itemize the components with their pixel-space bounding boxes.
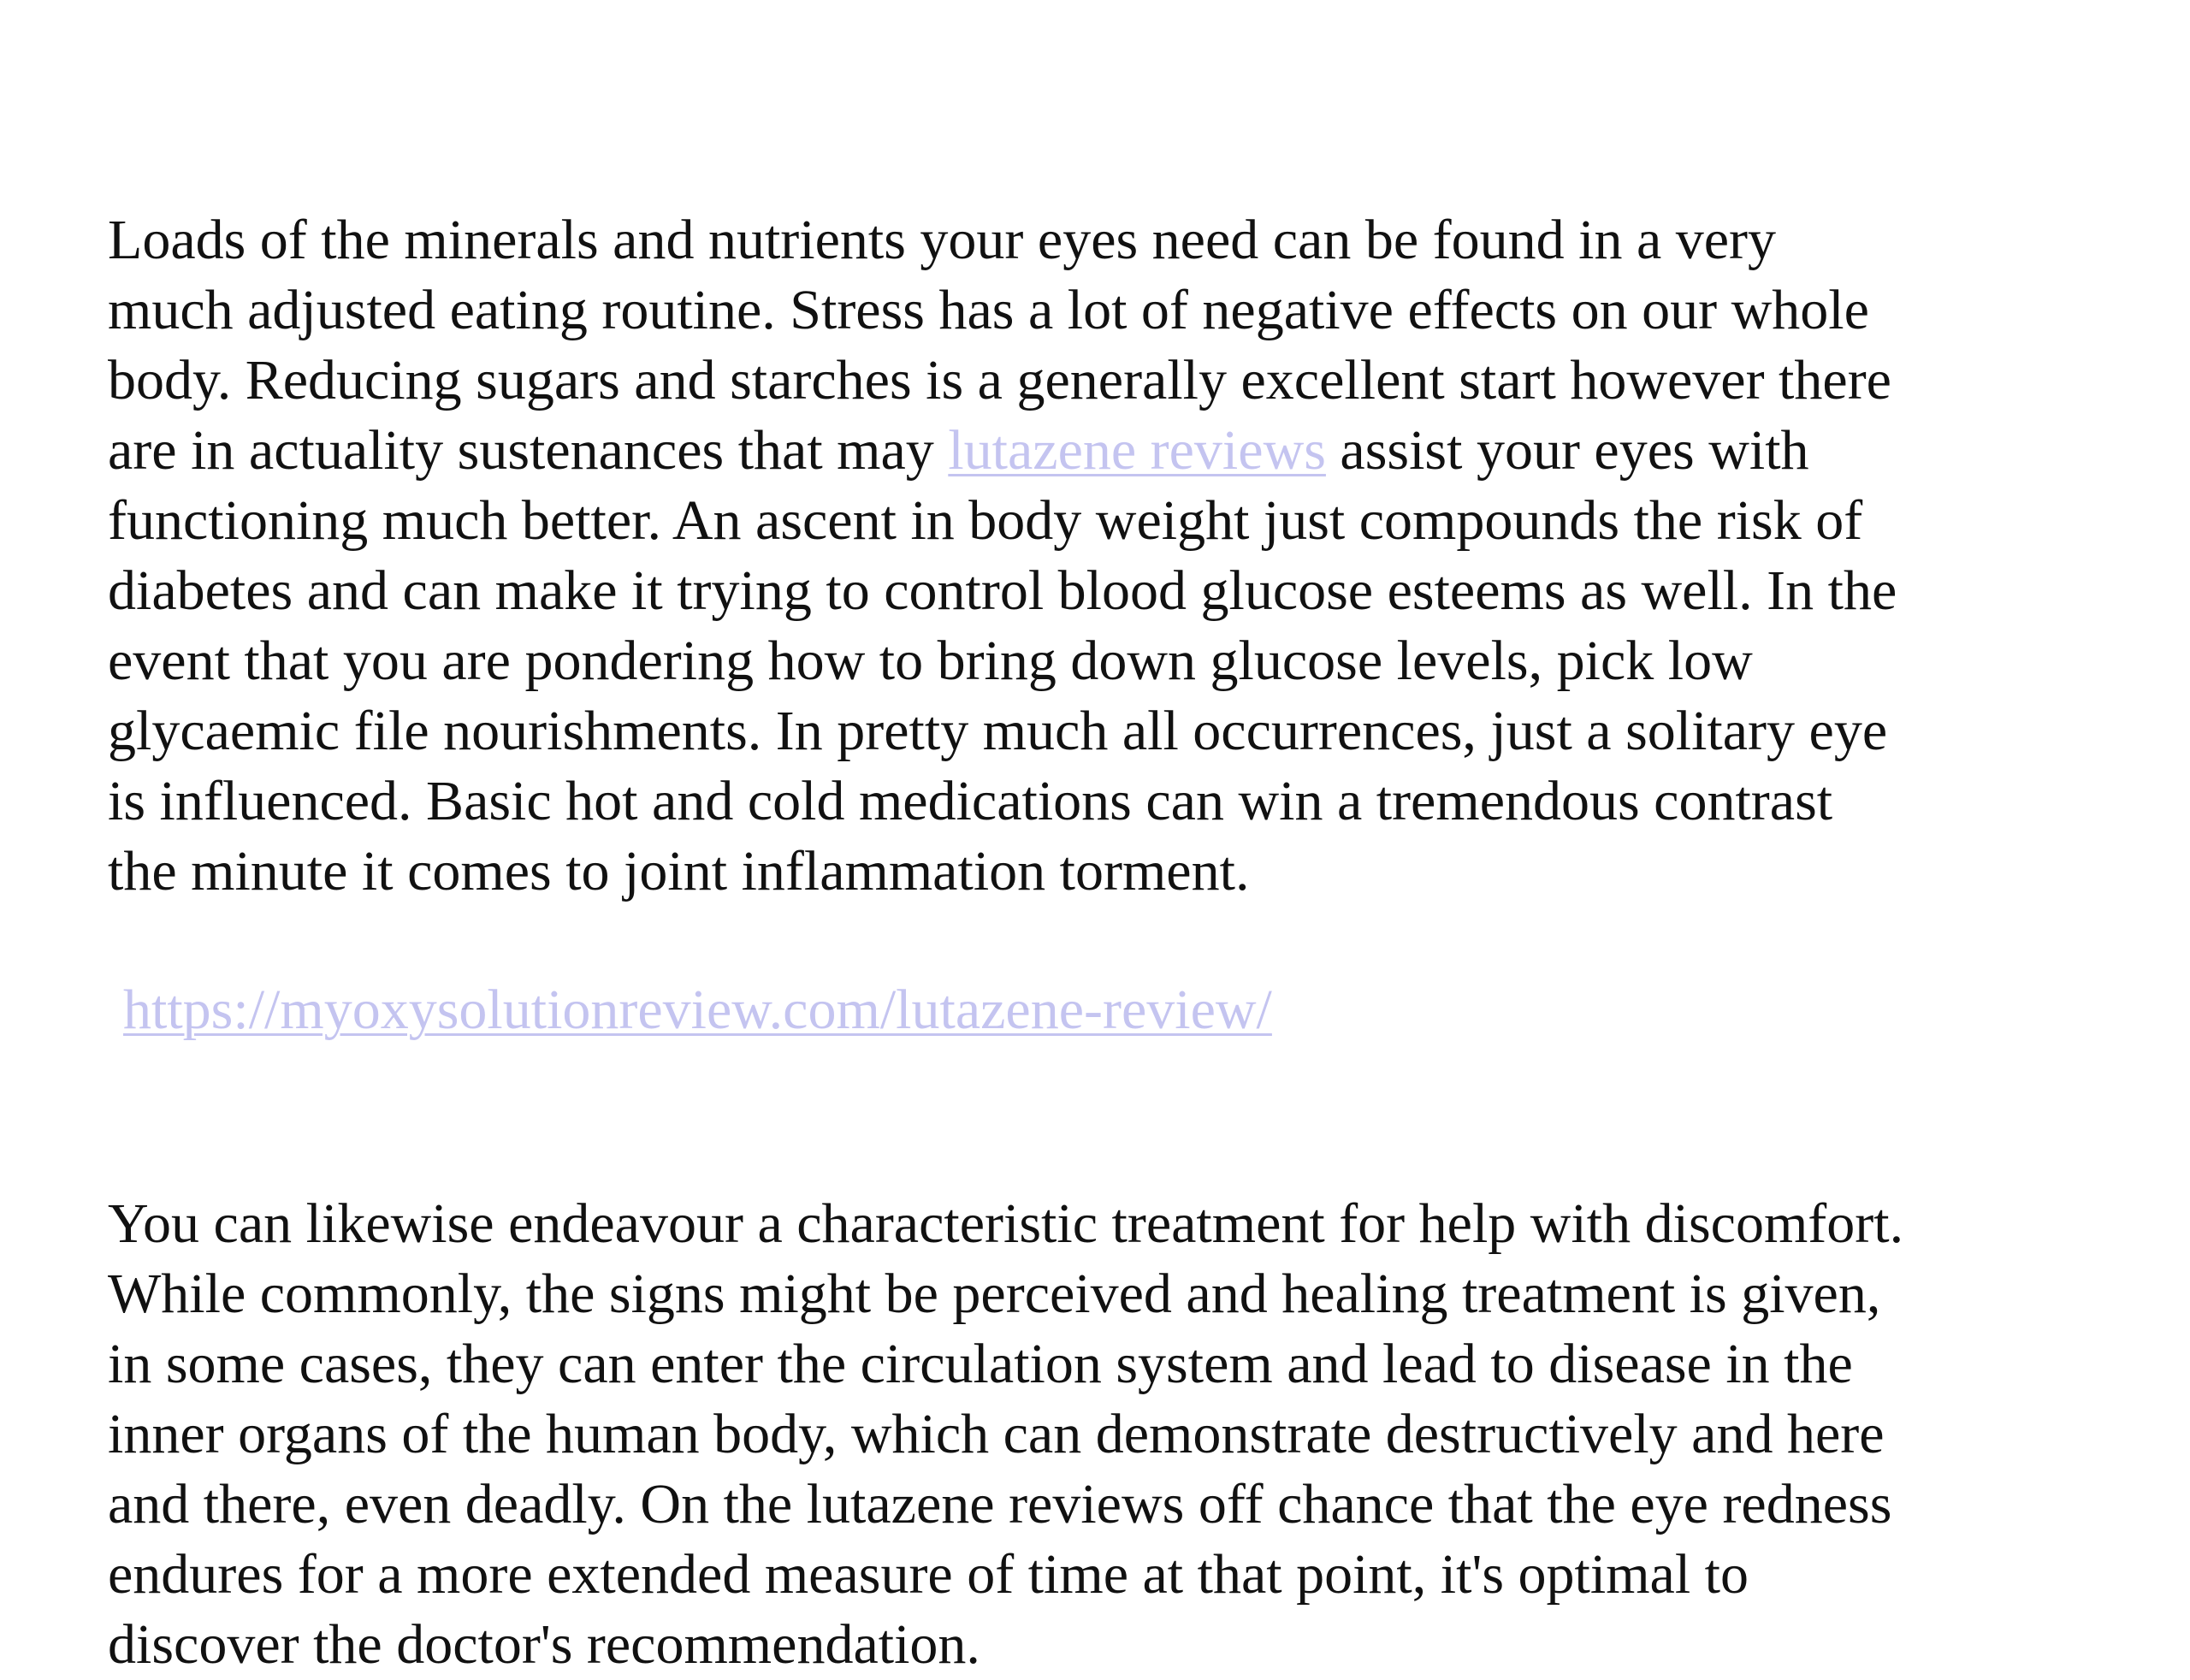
paragraph-natural-treatment xyxy=(108,1189,2075,1680)
text-line-with-link xyxy=(108,416,2075,486)
text-line: discover the doctor's recommendation. xyxy=(108,1613,980,1676)
text-line: endures for a more extended measure of time at that point, it's optimal to xyxy=(108,1543,1749,1606)
text-segment: are in actuality sustenances that may xyxy=(108,419,934,482)
text-line: While commonly, the signs might be perceived and healing treatment is given, xyxy=(108,1263,1881,1325)
text-segment: assist your eyes with xyxy=(1340,419,1809,482)
text-line: in some cases, they can enter the circulation system and lead to disease in the xyxy=(108,1333,1853,1395)
text-line: is influenced. Basic hot and cold medications can win a tremendous contrast xyxy=(108,770,1833,832)
review-url-line xyxy=(123,975,1272,1045)
text-line: functioning much better. An ascent in body weight just compounds the risk of xyxy=(108,489,1863,552)
text-line: You can likewise endeavour a characteristic treatment for help with discomfort. xyxy=(108,1192,1904,1255)
text-line: glycaemic file nourishments. In pretty much all occurrences, just a solitary eye xyxy=(108,700,1888,762)
text-line: inner organs of the human body, which can demonstrate destructively and here xyxy=(108,1403,1885,1465)
text-line: much adjusted eating routine. Stress has a lot of negative effects on our whole xyxy=(108,279,1869,341)
paragraph-eye-nutrition xyxy=(108,205,2075,907)
text-line: diabetes and can make it trying to control blood glucose esteems as well. In the xyxy=(108,559,1897,622)
review-url-link[interactable]: https://myoxysolutionreview.com/lutazene-review/ xyxy=(123,979,1272,1041)
text-line: Loads of the minerals and nutrients your eyes need can be found in a very xyxy=(108,209,1777,271)
text-line: and there, even deadly. On the lutazene reviews off chance that the eye redness xyxy=(108,1473,1892,1535)
lutazene-reviews-link[interactable]: lutazene reviews xyxy=(948,419,1326,482)
text-line: body. Reducing sugars and starches is a generally excellent start however there xyxy=(108,349,1891,411)
text-line: event that you are pondering how to bring down glucose levels, pick low xyxy=(108,630,1753,692)
text-line: the minute it comes to joint inflammation torment. xyxy=(108,840,1250,902)
